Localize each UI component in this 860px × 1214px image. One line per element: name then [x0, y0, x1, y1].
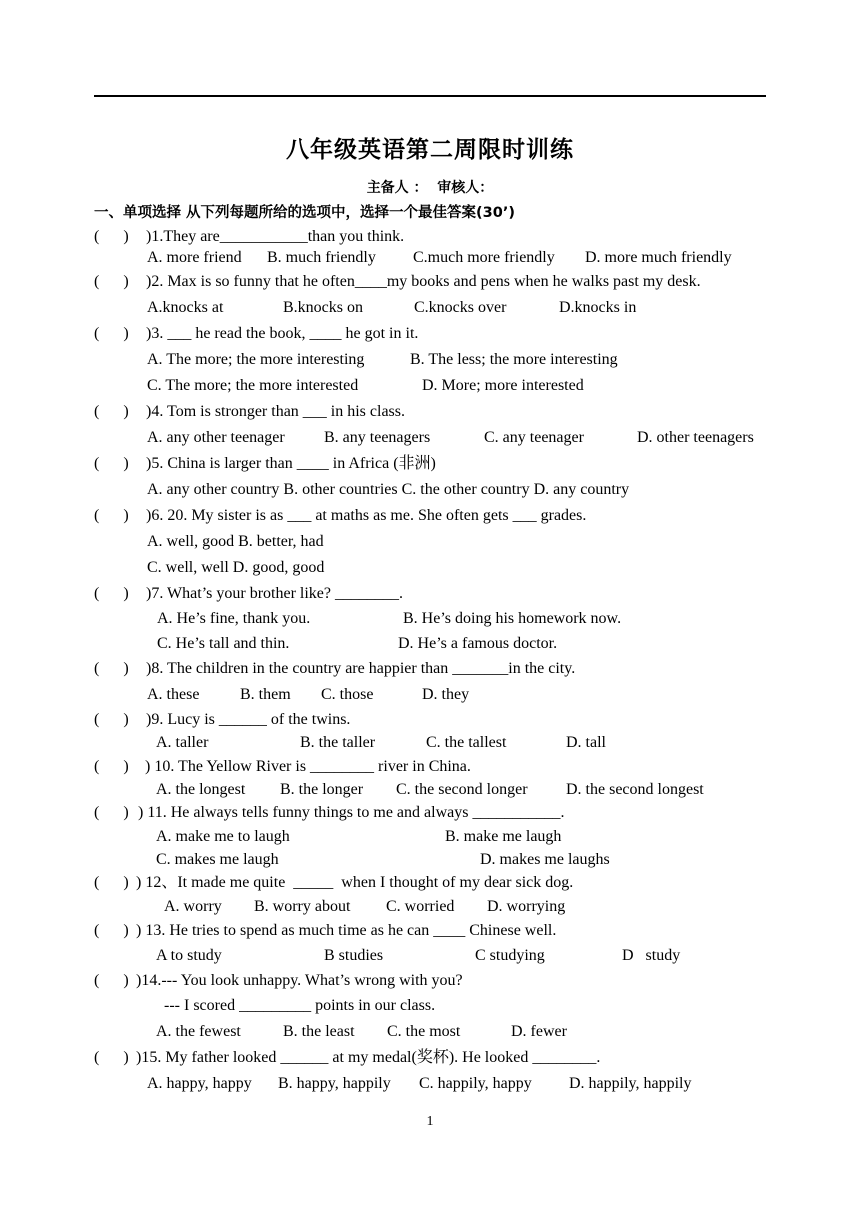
answer-blank[interactable]: ( ): [94, 455, 129, 472]
option-7d: D. He’s a famous doctor.: [398, 635, 558, 652]
answer-blank[interactable]: ( ): [94, 922, 129, 939]
option-1a: A. more friend: [147, 249, 242, 266]
option-2b: B.knocks on: [283, 299, 363, 316]
option-7b: B. He’s doing his homework now.: [403, 610, 622, 627]
question-2: )2. Max is so funny that he often____my books and pens when he walks past my desk.: [146, 273, 701, 290]
option-1d: D. more much friendly: [585, 249, 732, 266]
option-4b: B. any teenagers: [324, 429, 431, 446]
option-3c: C. The more; the more interested: [147, 377, 359, 394]
page-title: 八年级英语第二周限时训练: [286, 137, 574, 163]
question-7: )7. What’s your brother like? ________.: [146, 585, 403, 602]
question-15: )15. My father looked ______ at my medal(奖杯). He looked ________.: [136, 1049, 601, 1066]
answer-blank[interactable]: ( ): [94, 403, 129, 420]
question-11: ) 11. He always tells funny things to me and always ___________.: [138, 804, 565, 821]
option-14a: A. the fewest: [156, 1023, 241, 1040]
option-2c: C.knocks over: [414, 299, 507, 316]
option-9c: C. the tallest: [426, 734, 507, 751]
option-7a: A. He’s fine, thank you.: [157, 610, 311, 627]
question-3: )3. ___ he read the book, ____ he got in it.: [146, 325, 419, 342]
option-8d: D. they: [422, 686, 470, 703]
answer-blank[interactable]: ( ): [94, 972, 129, 989]
answer-blank[interactable]: ( ): [94, 874, 129, 891]
option-3d: D. More; more interested: [422, 377, 584, 394]
option-10b: B. the longer: [280, 781, 364, 798]
answer-blank[interactable]: ( ): [94, 804, 129, 821]
option-14d: D. fewer: [511, 1023, 567, 1040]
option-15d: D. happily, happily: [569, 1075, 692, 1092]
question-10: ) 10. The Yellow River is ________ river in China.: [145, 758, 471, 775]
option-13a: A to study: [156, 947, 222, 964]
question-4: )4. Tom is stronger than ___ in his class.: [146, 403, 406, 420]
question-6: )6. 20. My sister is as ___ at maths as me. She often gets ___ grades.: [146, 507, 587, 524]
question-5: )5. China is larger than ____ in Africa (非洲): [146, 455, 436, 472]
option-10a: A. the longest: [156, 781, 246, 798]
option-11a: A. make me to laugh: [156, 828, 290, 845]
option-4d: D. other teenagers: [637, 429, 754, 446]
option-9a: A. taller: [156, 734, 209, 751]
question-9: )9. Lucy is ______ of the twins.: [146, 711, 351, 728]
option-4c: C. any teenager: [484, 429, 584, 446]
answer-blank[interactable]: ( ): [94, 585, 129, 602]
answer-blank[interactable]: ( ): [94, 1049, 129, 1066]
answer-blank[interactable]: ( ): [94, 228, 129, 245]
option-1b: B. much friendly: [267, 249, 376, 266]
option-8a: A. these: [147, 686, 200, 703]
option-12c: C. worried: [386, 898, 455, 915]
option-2a: A.knocks at: [147, 299, 224, 316]
option-15a: A. happy, happy: [147, 1075, 252, 1092]
option-10c: C. the second longer: [396, 781, 528, 798]
question-14-line2: --- I scored _________ points in our class.: [164, 997, 436, 1014]
answer-blank[interactable]: ( ): [94, 711, 129, 728]
option-7c: C. He’s tall and thin.: [157, 635, 290, 652]
option-3a: A. The more; the more interesting: [147, 351, 365, 368]
option-8c: C. those: [321, 686, 374, 703]
section-heading: 一、单项选择 从下列每题所给的选项中，选择一个最佳答案(30’): [94, 205, 515, 221]
option-2d: D.knocks in: [559, 299, 637, 316]
option-15c: C. happily, happy: [419, 1075, 532, 1092]
option-13d: D study: [622, 947, 681, 964]
option-9b: B. the taller: [300, 734, 376, 751]
option-11b: B. make me laugh: [445, 828, 562, 845]
answer-blank[interactable]: ( ): [94, 660, 129, 677]
answer-blank[interactable]: ( ): [94, 507, 129, 524]
options-5: A. any other country B. other countries C. the other country D. any country: [147, 481, 630, 498]
option-11c: C. makes me laugh: [156, 851, 279, 868]
option-13c: C studying: [475, 947, 545, 964]
option-4a: A. any other teenager: [147, 429, 285, 446]
option-13b: B studies: [324, 947, 384, 964]
option-15b: B. happy, happily: [278, 1075, 391, 1092]
options-6b: C. well, well D. good, good: [147, 559, 325, 576]
option-12d: D. worrying: [487, 898, 566, 915]
option-1c: C.much more friendly: [413, 249, 555, 266]
option-9d: D. tall: [566, 734, 606, 751]
answer-blank[interactable]: ( ): [94, 758, 129, 775]
option-8b: B. them: [240, 686, 291, 703]
option-14c: C. the most: [387, 1023, 461, 1040]
options-6a: A. well, good B. better, had: [147, 533, 324, 550]
option-12b: B. worry about: [254, 898, 351, 915]
option-3b: B. The less; the more interesting: [410, 351, 618, 368]
page-number: 1: [426, 1114, 434, 1129]
option-12a: A. worry: [164, 898, 222, 915]
answer-blank[interactable]: ( ): [94, 325, 129, 342]
header-rule: [94, 95, 766, 97]
question-13: ) 13. He tries to spend as much time as he can ____ Chinese well.: [136, 922, 557, 939]
option-11d: D. makes me laughs: [480, 851, 610, 868]
question-8: )8. The children in the country are happier than _______in the city.: [146, 660, 576, 677]
question-12: ) 12、It made me quite _____ when I thought of my dear sick dog.: [136, 874, 574, 891]
option-10d: D. the second longest: [566, 781, 704, 798]
option-14b: B. the least: [283, 1023, 355, 1040]
reviewers-line: 主备人 ： 审核人：: [366, 180, 494, 196]
question-1: )1.They are___________than you think.: [146, 228, 405, 245]
question-14: )14.--- You look unhappy. What’s wrong with you?: [136, 972, 463, 989]
answer-blank[interactable]: ( ): [94, 273, 129, 290]
